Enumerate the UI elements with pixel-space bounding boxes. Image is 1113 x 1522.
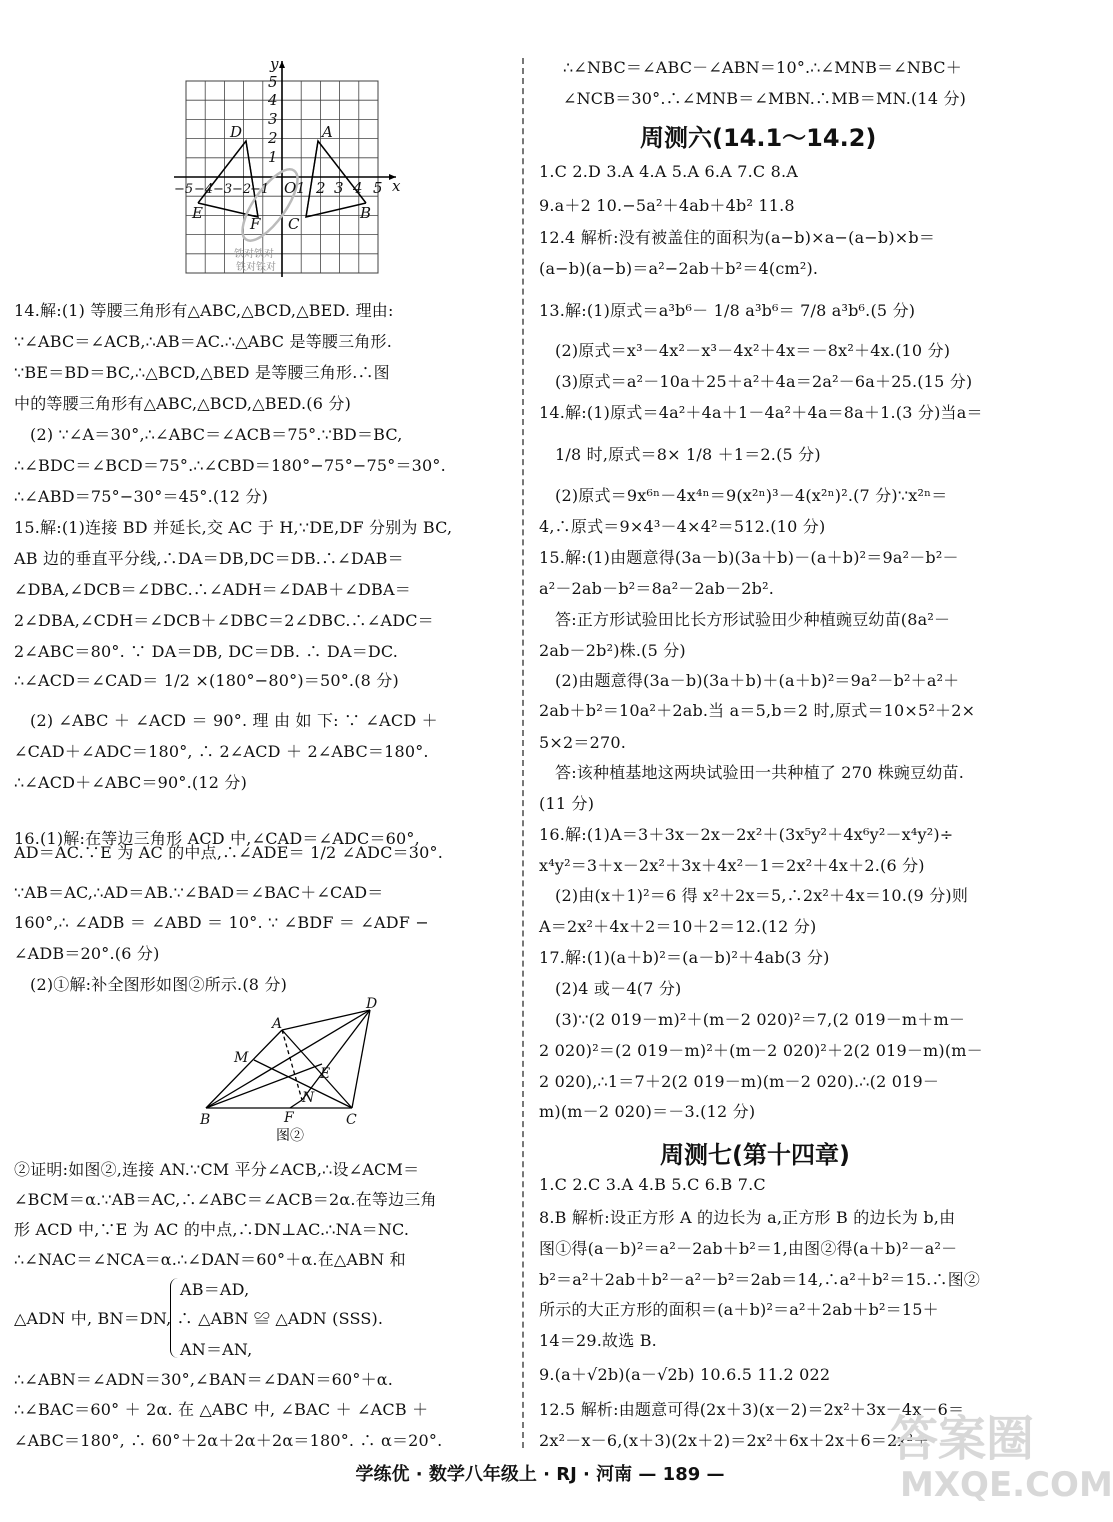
text-line: 2x²－x－6,(x＋3)(2x＋2)＝2x²＋6x＋2x＋6＝2x²＋ (539, 1431, 930, 1450)
tick-x-3: 3 (334, 179, 344, 197)
text-line: 中的等腰三角形有△ABC,△BCD,△BED.(6 分) (14, 394, 352, 413)
text-line: (11 分) (539, 794, 595, 813)
text-line: (3)原式＝a²－10a＋25＋a²＋4a＝2a²－6a＋25.(15 分) (555, 372, 973, 391)
text-line: ∵∠ABC＝∠ACB,∴AB＝AC.∴△ABC 是等腰三角形. (14, 332, 392, 351)
text-line: ∠BCM＝α.∵AB＝AC,∴∠ABC＝∠ACB＝2α.在等边三角 (14, 1190, 437, 1209)
text-line: AB 边的垂直平分线,∴DA＝DB,DC＝DB.∴∠DAB＝ (14, 549, 404, 568)
axis-label-y: y (270, 55, 279, 73)
text-line: ∵BE＝BD＝BC,∴△BCD,△BED 是等腰三角形.∴图 (14, 363, 390, 382)
page-footer: 学练优 · 数学八年级上 · RJ · 河南 — 189 — (355, 1464, 725, 1485)
text-line: AN＝AN, (180, 1340, 253, 1359)
text-line: ∵AB＝AC,∴AD＝AB.∵∠BAD＝∠BAC＋∠CAD＝ (14, 883, 384, 902)
tick-x-4: 4 (353, 179, 363, 197)
fig2-label-N: N (302, 1090, 315, 1106)
figure1-faint-text-2: 铁对铁对 (236, 262, 276, 273)
text-line: ②证明:如图②,连接 AN.∵CM 平分∠ACB,∴设∠ACM＝ (14, 1160, 420, 1179)
axis-label-x: x (392, 177, 401, 195)
fig2-label-B: B (200, 1112, 211, 1128)
text-line: ∴∠ACD＋∠ABC＝90°.(12 分) (14, 773, 248, 792)
fig2-label-M: M (234, 1050, 249, 1066)
text-line: 8.B 解析:设正方形 A 的边长为 a,正方形 B 的边长为 b,由 (539, 1208, 956, 1227)
coordinate-grid-figure (170, 55, 410, 285)
text-line: A＝2x²＋4x＋2＝10＋2＝12.(12 分) (539, 917, 817, 936)
point-D-label: D (230, 123, 243, 141)
text-line: (2) ∵∠A＝30°,∴∠ABC＝∠ACB＝75°.∵BD＝BC, (30, 425, 403, 444)
tick-x-1: 1 (296, 179, 306, 197)
text-line: 16.(1)解:在等边三角形 ACD 中,∠CAD＝∠ADC＝60°, (14, 829, 420, 848)
system-brace (170, 1278, 179, 1358)
origin-label: O (284, 179, 297, 197)
text-line: AB＝AD, (180, 1280, 250, 1299)
watermark-text: 答案圈 (890, 1411, 1035, 1467)
point-C-label: C (288, 215, 300, 233)
point-E-label: E (192, 204, 203, 222)
text-line: 15.解:(1)连接 BD 并延长,交 AC 于 H,∵DE,DF 分别为 BC, (14, 518, 453, 537)
text-line: 14.解:(1)原式＝4a²＋4a＋1－4a²＋4a＝8a＋1.(3 分)当a＝ (539, 403, 983, 422)
text-line: 14.解:(1) 等腰三角形有△ABC,△BCD,△BED. 理由: (14, 301, 394, 320)
watermark-url: MXQE.COM (900, 1465, 1113, 1505)
tick-x-neg1: −1 (250, 182, 270, 197)
text-line: 12.4 解析:没有被盖住的面积为(a−b)×a−(a−b)×b＝ (539, 228, 936, 247)
text-line: 1/8 时,原式＝8× 1/8 ＋1＝2.(5 分) (555, 445, 821, 464)
text-line: AD＝AC.∵E 为 AC 的中点,∴∠ADE＝ 1/2 ∠ADC＝30°. (14, 843, 443, 862)
text-line: △ADN 中, BN＝DN, ∴ △ABN ≌ △ADN (SSS). (14, 1309, 384, 1328)
tick-y-3: 3 (268, 110, 278, 128)
text-line: (2)原式＝9x⁶ⁿ－4x⁴ⁿ＝9(x²ⁿ)³－4(x²ⁿ)².(7 分)∵x²ⁿ＝ (555, 486, 948, 505)
text-line: m)(m－2 020)＝－3.(12 分) (539, 1102, 756, 1121)
text-line: 9.a＋2 10.−5a²＋4ab＋4b² 11.8 (539, 196, 795, 215)
text-line: 9.(a＋√2b)(a－√2b) 10.6.5 11.2 022 (539, 1365, 831, 1384)
text-line: 5×2＝270. (539, 733, 626, 752)
text-line: 15.解:(1)由题意得(3a－b)(3a＋b)－(a＋b)²＝9a²－b²－ (539, 548, 959, 567)
text-line: 14＝29.故选 B. (539, 1331, 657, 1350)
text-line: 2 020),∴1＝7＋2(2 019－m)(m－2 020).∴(2 019－ (539, 1072, 940, 1091)
section-heading-week6: 周测六(14.1～14.2) (640, 124, 877, 152)
tick-x-5: 5 (373, 179, 383, 197)
text-line: 答:正方形试验田比长方形试验田少种植豌豆幼苗(8a²－ (555, 610, 951, 629)
tick-y-2: 2 (268, 129, 278, 147)
figure1-faint-text-1: 铁对铁对 (234, 249, 274, 260)
text-line: ∴∠ABD＝75°−30°＝45°.(12 分) (14, 487, 269, 506)
text-line: 1.C 2.D 3.A 4.A 5.A 6.A 7.C 8.A (539, 162, 799, 181)
text-line: (2)4 或－4(7 分) (555, 979, 682, 998)
tick-x-neg5: −5 (174, 182, 194, 197)
text-line: 答:该种植基地这两块试验田一共种植了 270 株豌豆幼苗. (555, 763, 964, 782)
text-line: ∴∠ABN＝∠ADN＝30°,∠BAN＝∠DAN＝60°＋α. (14, 1370, 394, 1389)
text-line: (3)∵(2 019－m)²＋(m－2 020)²＝7,(2 019－m＋m－ (555, 1010, 966, 1029)
tick-x-neg4: −4 (194, 182, 214, 197)
text-line: ∠ABC＝180°, ∴ 60°＋2α＋2α＋2α＝180°. ∴ α＝20°. (14, 1431, 443, 1450)
text-line: (a−b)(a−b)＝a²−2ab＋b²＝4(cm²). (539, 259, 819, 278)
text-line: (2)原式＝x³－4x²－x³－4x²＋4x＝－8x²＋4x.(10 分) (555, 341, 951, 360)
text-line: 16.解:(1)A＝3＋3x－2x－2x²＋(3x⁵y²＋4x⁶y²－x⁴y²)÷ (539, 825, 954, 844)
text-line: a²－2ab－b²＝8a²－2ab－2b². (539, 579, 774, 598)
text-line: 2ab＋b²＝10a²＋2ab.当 a＝5,b＝2 时,原式＝10×5²＋2× (539, 701, 976, 720)
text-line: 160°,∴ ∠ADB ＝ ∠ABD ＝ 10°. ∵ ∠BDF ＝ ∠ADF − (14, 913, 429, 932)
text-line: ∴∠BAC＝60° ＋ 2α. 在 △ABC 中, ∠BAC ＋ ∠ACB ＋ (14, 1400, 429, 1419)
text-line: 2∠ABC＝80°. ∵ DA＝DB, DC＝DB. ∴ DA＝DC. (14, 642, 399, 661)
text-line: x⁴y²＝3＋x－2x²＋3x＋4x²－1＝2x²＋4x＋2.(6 分) (539, 856, 925, 875)
tick-y-4: 4 (268, 91, 278, 109)
point-B-label: B (360, 204, 372, 222)
geometry-figure-2 (190, 996, 390, 1145)
text-line: 17.解:(1)(a＋b)²＝(a－b)²＋4ab(3 分) (539, 948, 830, 967)
text-line: 图①得(a－b)²＝a²－2ab＋b²＝1,由图②得(a＋b)²－a²－ (539, 1239, 958, 1258)
fig2-label-D: D (366, 996, 378, 1012)
column-divider (522, 58, 524, 1448)
fig2-caption: 图② (276, 1128, 304, 1144)
text-line: ∴∠ACD＝∠CAD＝ 1/2 ×(180°−80°)＝50°.(8 分) (14, 671, 399, 690)
text-line: 4,∴原式＝9×4³－4×4²＝512.(10 分) (539, 517, 826, 536)
tick-y-1: 1 (268, 148, 278, 166)
section-heading-week7: 周测七(第十四章) (660, 1141, 850, 1169)
text-line: ∴∠BDC＝∠BCD＝75°.∴∠CBD＝180°−75°−75°＝30°. (14, 456, 446, 475)
text-line: (2) ∠ABC ＋ ∠ACD ＝ 90°. 理 由 如 下: ∵ ∠ACD ＋ (30, 711, 438, 730)
text-line: ∴∠NAC＝∠NCA＝α.∴∠DAN＝60°＋α.在△ABN 和 (14, 1250, 406, 1269)
text-line: 12.5 解析:由题意可得(2x＋3)(x－2)＝2x²＋3x－4x－6＝ (539, 1400, 965, 1419)
tick-x-neg3: −3 (213, 182, 233, 197)
fig2-label-A: A (272, 1016, 283, 1032)
fig2-label-C: C (346, 1112, 357, 1128)
text-line: 1.C 2.C 3.A 4.B 5.C 6.B 7.C (539, 1175, 766, 1194)
point-F-label: F (250, 215, 261, 233)
text-line: (2)由(x＋1)²＝6 得 x²＋2x＝5,∴2x²＋4x＝10.(9 分)则 (555, 886, 969, 905)
text-line: ∠DBA,∠DCB＝∠DBC.∴∠ADH＝∠DAB＋∠DBA＝ (14, 580, 411, 599)
text-line: 13.解:(1)原式＝a³b⁶－ 1/8 a³b⁶＝ 7/8 a³b⁶.(5 分) (539, 301, 916, 320)
point-A-label: A (322, 123, 333, 141)
text-line: (2)①解:补全图形如图②所示.(8 分) (30, 975, 288, 994)
tick-x-neg2: −2 (232, 182, 252, 197)
text-line: 形 ACD 中,∵E 为 AC 的中点,∴DN⊥AC.∴NA＝NC. (14, 1220, 410, 1239)
text-line: ∠CAD＋∠ADC＝180°, ∴ 2∠ACD ＋ 2∠ABC＝180°. (14, 742, 429, 761)
fig2-label-F: F (284, 1110, 294, 1126)
text-line: (2)由题意得(3a－b)(3a＋b)＋(a＋b)²＝9a²－b²＋a²＋ (555, 671, 960, 690)
text-line: ∴∠NBC＝∠ABC－∠ABN＝10°.∴∠MNB＝∠NBC＋ (563, 58, 962, 77)
text-line: b²＝a²＋2ab＋b²－a²－b²＝2ab＝14,∴a²＋b²＝15.∴图② (539, 1270, 981, 1289)
text-line: ∠NCB＝30°.∴∠MNB＝∠MBN.∴MB＝MN.(14 分) (563, 89, 967, 108)
text-line: 2∠DBA,∠CDH＝∠DCB＋∠DBC＝2∠DBC.∴∠ADC＝ (14, 611, 434, 630)
tick-y-5: 5 (268, 73, 278, 91)
fig2-label-E: E (320, 1066, 331, 1082)
text-line: 2ab－2b²)株.(5 分) (539, 641, 686, 660)
text-line: ∠ADB＝20°.(6 分) (14, 944, 160, 963)
text-line: 2 020)²＝(2 019－m)²＋(m－2 020)²＋2(2 019－m)(m－ (539, 1041, 983, 1060)
text-line: 所示的大正方形的面积＝(a＋b)²＝a²＋2ab＋b²＝15＋ (539, 1300, 939, 1319)
tick-x-2: 2 (316, 179, 326, 197)
